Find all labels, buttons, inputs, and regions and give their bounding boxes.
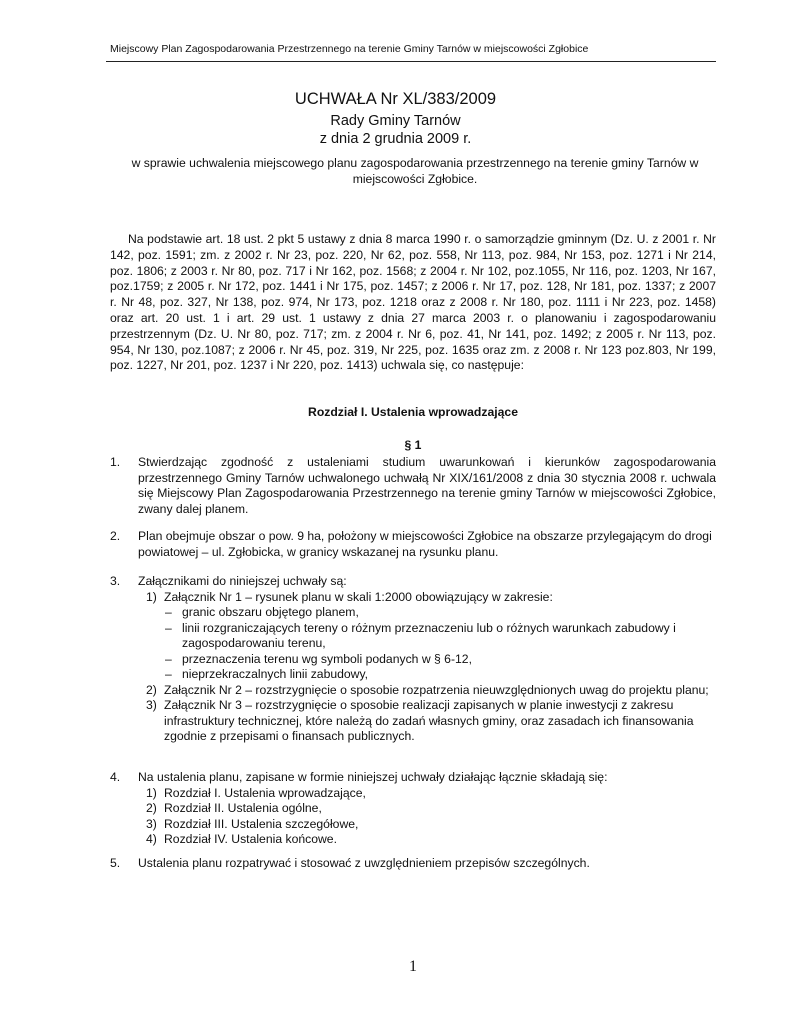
dash-item — [146, 621, 718, 652]
item-number: 1. — [110, 455, 121, 469]
sub-item-number: 2) — [146, 682, 157, 697]
dash-item-text: granic obszaru objętego planem, — [182, 605, 359, 619]
sub-item-text: Załącznik Nr 2 – rozstrzygnięcie o sposobie rozpatrzenia nieuwzględnionych uwag do projektu planu; — [164, 682, 709, 697]
item-body — [138, 574, 716, 745]
sub-item — [146, 832, 716, 848]
resolution-title: UCHWAŁA Nr XL/383/2009 — [294, 90, 497, 108]
item-number: 5. — [110, 856, 121, 870]
item-number: 4. — [110, 770, 121, 784]
dash-bullet: – — [165, 620, 172, 635]
page-number: 1 — [409, 958, 417, 975]
item-text: Stwierdzając zgodność z ustaleniami studium uwarunkowań i kierunków zagospodarowania przestrzennego Gminy Tarnów uchwalonego uchwałą Nr XIX/161/2008 z dnia 30 stycznia 2008 r. uchwala się Miejscowy Plan Zagospodarowania Przestrzennego na terenie gminy Tarnów w miejscowości Zgłobice, zwany dalej planem. — [138, 455, 716, 516]
resolution-date: z dnia 2 grudnia 2009 r. — [319, 131, 472, 147]
list-item-3 — [110, 574, 716, 745]
dash-bullet: – — [165, 651, 172, 666]
list-item-2 — [110, 529, 716, 560]
sub-item — [146, 786, 716, 802]
item-text: Na ustalenia planu, zapisane w formie niniejszej uchwały działając łącznie składają się: — [138, 770, 608, 784]
sub-item-number: 4) — [146, 832, 157, 846]
sub-item-text: Rozdział III. Ustalenia szczegółowe, — [164, 816, 359, 831]
resolution-subject: w sprawie uchwalenia miejscowego planu zagospodarowania przestrzennego na terenie gminy Tarnów w miejscowości Zgłobice. — [131, 156, 699, 186]
sub-list — [146, 590, 718, 745]
dash-bullet: – — [165, 667, 172, 681]
sub-item-number: 2) — [146, 801, 157, 815]
sub-item — [146, 683, 718, 699]
header-divider — [106, 61, 716, 62]
chapter-title: Rozdział I. Ustalenia wprowadzające — [308, 405, 518, 419]
sub-item — [146, 817, 716, 833]
dash-item — [146, 605, 718, 621]
sub-item-number: 1) — [146, 785, 157, 800]
sub-item-text: Rozdział I. Ustalenia wprowadzające, — [164, 785, 366, 800]
council-name: Rady Gminy Tarnów — [330, 113, 461, 129]
sub-item — [146, 590, 718, 606]
sub-item — [146, 698, 718, 745]
preamble: Na podstawie art. 18 ust. 2 pkt 5 ustawy z dnia 8 marca 1990 r. o samorządzie gminnym (Dz. U. z 2001 r. Nr 142, poz. 1591; zm. z 2002 r. Nr 23, poz. 220, Nr 62, poz. 558, Nr 113, poz. 984, Nr 153, poz. 1271 i Nr 214, poz. 1806; z 2003 r. Nr 80, poz. 717 i Nr 162, poz. 1568; z 2004 r. Nr 102, poz.1055, Nr 116, poz. 1203, Nr 167, poz.1759; z 2005 r. Nr 172, poz. 1441 i Nr 175, poz. 1457; z 2006 r. Nr 17, poz. 128, Nr 181, poz. 1337; z 2007 r. Nr 48, poz. 327, Nr 138, poz. 974, Nr 173, poz. 1218 oraz z 2008 r. Nr 180, poz. 1111 i Nr 223, poz. 1458) oraz art. 20 ust. 1 i art. 29 ust. 1 ustawy z dnia 27 marca 2003 r. o planowaniu i zagospodarowaniu przestrzennym (Dz. U. Nr 80, poz. 717; zm. z 2004 r. Nr 6, poz. 41, Nr 141, poz. 1492; z 2005 r. Nr 113, poz. 954, Nr 130, poz.1087; z 2006 r. Nr 45, poz. 319, Nr 225, poz. 1635 oraz zm. z 2008 r. Nr 123 poz.803, Nr 199, poz. 1227, Nr 201, poz. 1237 i Nr 220, poz. 1413) uchwala się, co następuje: — [110, 232, 716, 373]
section-mark: § 1 — [404, 438, 422, 452]
dash-bullet: – — [165, 605, 172, 619]
dash-item — [146, 652, 718, 668]
sub-item-number: 3) — [146, 816, 157, 831]
sub-item — [146, 801, 716, 817]
sub-item-text: Rozdział II. Ustalenia ogólne, — [164, 801, 322, 815]
list-item-4 — [110, 770, 716, 848]
list-item-5 — [110, 856, 716, 872]
dash-item-text: przeznaczenia terenu wg symboli podanych w § 6-12, — [182, 651, 472, 666]
sub-item-text: Załącznik Nr 1 – rysunek planu w skali 1:2000 obowiązujący w zakresie: — [164, 589, 553, 604]
item-text: Załącznikami do niniejszej uchwały są: — [138, 574, 347, 588]
running-header: Miejscowy Plan Zagospodarowania Przestrzennego na terenie Gminy Tarnów w miejscowości Zgłobice — [110, 43, 589, 55]
item-body — [138, 770, 716, 848]
sub-list — [146, 786, 716, 848]
item-number: 3. — [110, 574, 121, 588]
dash-item — [146, 667, 718, 683]
item-text: Ustalenia planu rozpatrywać i stosować z uwzględnieniem przepisów szczególnych. — [138, 856, 590, 870]
item-number: 2. — [110, 529, 121, 543]
sub-item-text: Załącznik Nr 3 – rozstrzygnięcie o sposobie realizacji zapisanych w planie inwestycji z zakresu infrastruktury technicznej, które należą do zadań własnych gminy, oraz zasadach ich finansowania zgodnie z przepisami o finansach publicznych. — [164, 698, 694, 743]
sub-item-number: 3) — [146, 698, 157, 712]
dash-item-text: linii rozgraniczających tereny o różnym przeznaczeniu lub o różnych warunkach zabudowy i zagospodarowaniu terenu, — [182, 620, 676, 650]
dash-item-text: nieprzekraczalnych linii zabudowy, — [182, 667, 369, 681]
list-item-1 — [110, 455, 716, 517]
sub-item-text: Rozdział IV. Ustalenia końcowe. — [164, 832, 337, 846]
sub-item-number: 1) — [146, 589, 157, 604]
item-text: Plan obejmuje obszar o pow. 9 ha, położony w miejscowości Zgłobice na obszarze przylegającym do drogi powiatowej – ul. Zgłobicka, w granicy wskazanej na rysunku planu. — [138, 529, 712, 559]
